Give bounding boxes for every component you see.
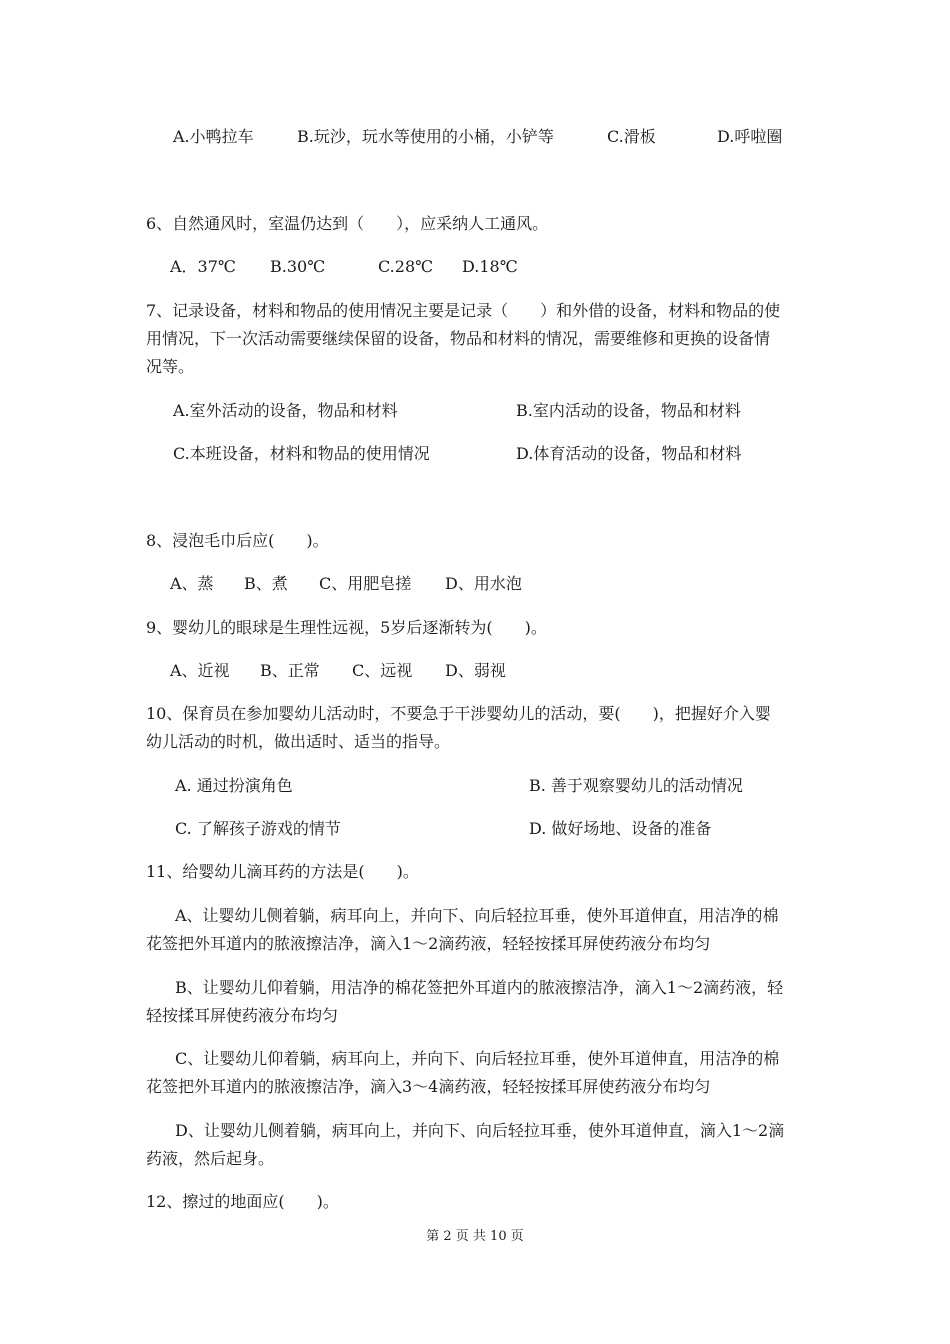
q11-option-b-line: 轻按揉耳屏使药液分布均匀 (146, 1006, 339, 1025)
q5-option-d: D.呼啦圈 (717, 127, 783, 146)
q9-option-a: A、近视 (170, 661, 230, 680)
q11-option-c-line: 花签把外耳道内的脓液擦洁净，滴入3～4滴药液，轻轻按揉耳屏使药液分布均匀 (146, 1077, 711, 1096)
q11-option-d-line: 药液，然后起身。 (146, 1149, 275, 1168)
q6-stem: 6、自然通风时，室温仍达到（ ），应采纳人工通风。 (146, 214, 549, 233)
q11-option-d-line: D、让婴幼儿侧着躺，病耳向上，并向下、向后轻拉耳垂，使外耳道伸直，滴入1～2滴 (175, 1121, 785, 1140)
q8-option-b: B、煮 (244, 574, 288, 593)
q10-option-d: D. 做好场地、设备的准备 (529, 819, 712, 838)
q11-option-a-line: 花签把外耳道内的脓液擦洁净，滴入1～2滴药液，轻轻按揉耳屏使药液分布均匀 (146, 934, 711, 953)
q10-stem-line: 幼儿活动的时机，做出适时、适当的指导。 (146, 732, 451, 751)
q10-option-b: B. 善于观察婴幼儿的活动情况 (529, 776, 743, 795)
q7-stem-line: 况等。 (146, 357, 195, 376)
q6-option-a: A．37℃ (170, 257, 236, 276)
q7-stem-line: 用情况，下一次活动需要继续保留的设备，物品和材料的情况，需要维修和更换的设备情 (146, 329, 771, 348)
q11-option-a-line: A、让婴幼儿侧着躺，病耳向上，并向下、向后轻拉耳垂，使外耳道伸直，用洁净的棉 (175, 906, 779, 925)
q8-option-d: D、用水泡 (445, 574, 522, 593)
q7-option-c: C.本班设备，材料和物品的使用情况 (173, 444, 430, 463)
q10-option-a: A. 通过扮演角色 (175, 776, 293, 795)
q8-option-c: C、用肥皂搓 (319, 574, 412, 593)
q9-option-c: C、远视 (352, 661, 413, 680)
q6-option-c: C.28℃ (378, 257, 434, 276)
q6-option-b: B.30℃ (270, 257, 326, 276)
q7-option-b: B.室内活动的设备，物品和材料 (516, 401, 741, 420)
q11-option-b-line: B、让婴幼儿仰着躺，用洁净的棉花签把外耳道内的脓液擦洁净，滴入1～2滴药液，轻 (175, 978, 784, 997)
q5-option-b: B.玩沙，玩水等使用的小桶，小铲等 (297, 127, 554, 146)
q10-option-c: C. 了解孩子游戏的情节 (175, 819, 341, 838)
q12-stem: 12、擦过的地面应( )。 (146, 1192, 339, 1211)
q11-stem: 11、给婴幼儿滴耳药的方法是( )。 (146, 862, 419, 881)
q7-stem-line: 7、记录设备，材料和物品的使用情况主要是记录（ ）和外借的设备，材料和物品的使 (146, 301, 781, 320)
q10-stem-line: 10、保育员在参加婴幼儿活动时，不要急于干涉婴幼儿的活动，要( )，把握好介入婴 (146, 704, 771, 723)
q9-option-b: B、正常 (260, 661, 320, 680)
q7-option-d: D.体育活动的设备，物品和材料 (516, 444, 742, 463)
q9-stem: 9、婴幼儿的眼球是生理性远视，5岁后逐渐转为( )。 (146, 618, 547, 637)
q8-stem: 8、浸泡毛巾后应( )。 (146, 531, 329, 550)
q6-option-d: D.18℃ (462, 257, 518, 276)
q7-option-a: A.室外活动的设备，物品和材料 (173, 401, 398, 420)
q8-option-a: A、蒸 (170, 574, 214, 593)
q5-option-c: C.滑板 (607, 127, 656, 146)
q9-option-d: D、弱视 (445, 661, 506, 680)
page-number-footer: 第 2 页 共 10 页 (426, 1229, 524, 1244)
q5-option-a: A.小鸭拉车 (173, 127, 254, 146)
q11-option-c-line: C、让婴幼儿仰着躺，病耳向上，并向下、向后轻拉耳垂，使外耳道伸直，用洁净的棉 (175, 1049, 780, 1068)
